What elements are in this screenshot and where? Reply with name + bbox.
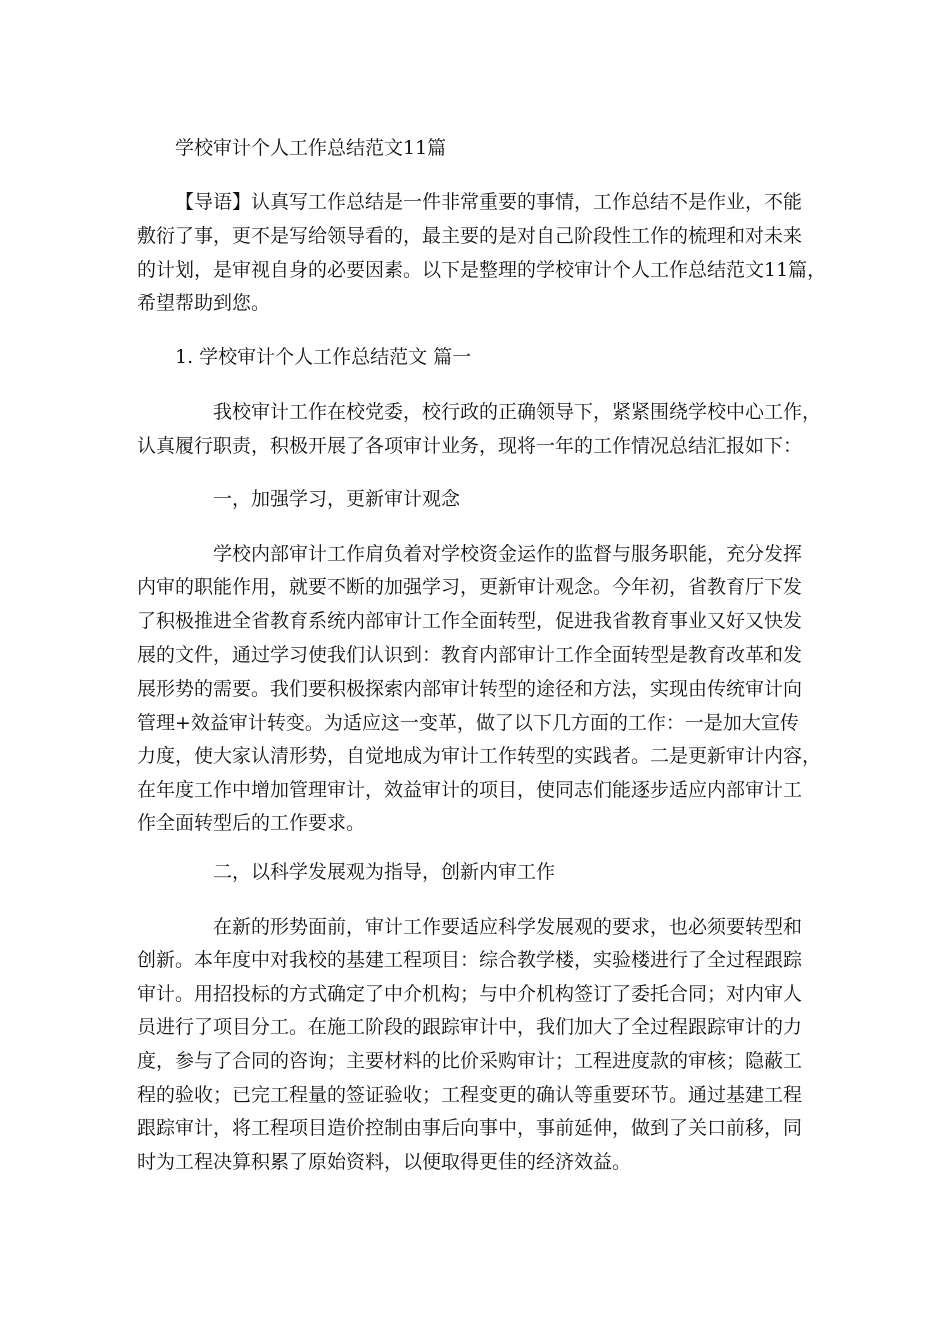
subheading-2: 二，以科学发展观为指导，创新内审工作 bbox=[213, 861, 556, 883]
document-title: 学校审计个人工作总结范文11篇 bbox=[175, 137, 447, 159]
paragraph-line: 时为工程决算积累了原始资料，以便取得更佳的经济效益。 bbox=[137, 1151, 632, 1173]
paragraph-line: 认真履行职责，积极开展了各项审计业务，现将一年的工作情况总结汇报如下： bbox=[137, 435, 803, 457]
paragraph-line: 作全面转型后的工作要求。 bbox=[137, 812, 366, 834]
paragraph-line: 我校审计工作在校党委，校行政的正确领导下，紧紧围绕学校中心工作， bbox=[213, 401, 822, 423]
intro-line: 希望帮助到您。 bbox=[137, 292, 271, 314]
paragraph-line: 了积极推进全省教育系统内部审计工作全面转型，促进我省教育事业又好又快发 bbox=[137, 610, 803, 632]
paragraph-line: 员进行了项目分工。在施工阶段的跟踪审计中，我们加大了全过程跟踪审计的力 bbox=[137, 1016, 803, 1038]
paragraph-line: 审计。用招投标的方式确定了中介机构；与中介机构签订了委托合同；对内审人 bbox=[137, 983, 803, 1005]
paragraph-line: 内审的职能作用，就要不断的加强学习，更新审计观念。今年初，省教育厅下发 bbox=[137, 576, 803, 598]
intro-line: 的计划，是审视自身的必要因素。以下是整理的学校审计个人工作总结范文11篇， bbox=[137, 259, 827, 281]
section-heading: 1. 学校审计个人工作总结范文 篇一 bbox=[175, 346, 472, 368]
paragraph-line: 在新的形势面前，审计工作要适应科学发展观的要求，也必须要转型和 bbox=[213, 916, 803, 938]
paragraph-line: 创新。本年度中对我校的基建工程项目：综合教学楼，实验楼进行了全过程跟踪 bbox=[137, 949, 803, 971]
intro-line: 敷衍了事，更不是写给领导看的，最主要的是对自己阶段性工作的梳理和对未来 bbox=[137, 225, 803, 247]
paragraph-line: 展的文件，通过学习使我们认识到：教育内部审计工作全面转型是教育改革和发 bbox=[137, 644, 803, 666]
paragraph-line: 展形势的需要。我们要积极探索内部审计转型的途径和方法，实现由传统审计向 bbox=[137, 678, 803, 700]
paragraph-line: 学校内部审计工作肩负着对学校资金运作的监督与服务职能，充分发挥 bbox=[213, 543, 803, 565]
paragraph-line: 在年度工作中增加管理审计，效益审计的项目，使同志们能逐步适应内部审计工 bbox=[137, 779, 803, 801]
subheading-1: 一，加强学习，更新审计观念 bbox=[213, 488, 461, 510]
paragraph-line: 管理+效益审计转变。为适应这一变革，做了以下几方面的工作：一是加大宣传 bbox=[137, 712, 799, 734]
paragraph-line: 度，参与了合同的咨询；主要材料的比价采购审计；工程进度款的审核；隐蔽工 bbox=[137, 1050, 803, 1072]
intro-line: 【导语】认真写工作总结是一件非常重要的事情，工作总结不是作业，不能 bbox=[175, 191, 803, 213]
paragraph-line: 跟踪审计，将工程项目造价控制由事后向事中，事前延伸，做到了关口前移，同 bbox=[137, 1117, 803, 1139]
paragraph-line: 力度，使大家认清形势，自觉地成为审计工作转型的实践者。二是更新审计内容， bbox=[137, 745, 822, 767]
paragraph-line: 程的验收；已完工程量的签证验收；工程变更的确认等重要环节。通过基建工程 bbox=[137, 1084, 803, 1106]
